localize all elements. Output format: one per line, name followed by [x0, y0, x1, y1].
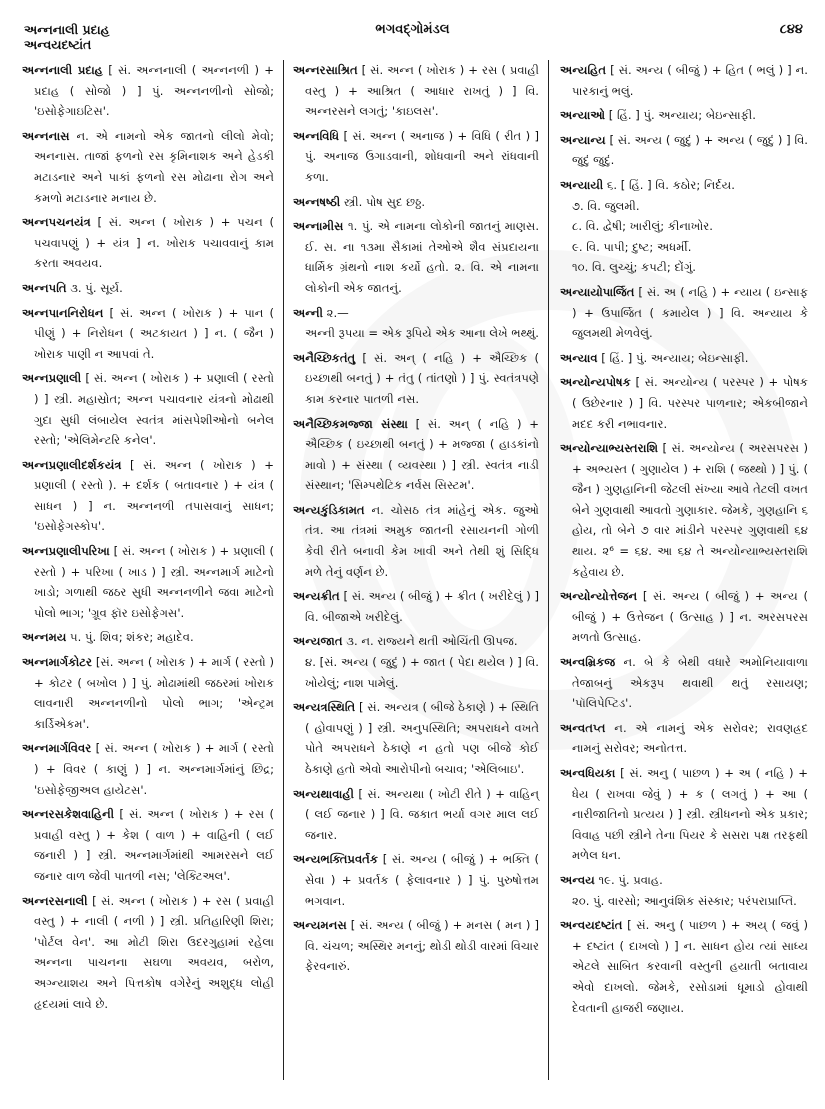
- headword: અન્યહિત: [560, 63, 607, 77]
- headword: અન્નપાનનિરોધન: [22, 305, 104, 320]
- dictionary-entry: [560, 348, 808, 369]
- headword: અન્નમાર્ગવિવર: [22, 741, 92, 756]
- definition: ૧૦. વિ. લુચ્ચું; કપટી; દોંગું.: [572, 260, 696, 275]
- definition: [ હિં. ] પું. અન્યાય; બેઇન્સાફી.: [605, 108, 756, 123]
- headword: અન્નપ્રણાલી: [22, 371, 82, 386]
- headword: અન્યકુંડિકામત: [293, 502, 365, 517]
- headword: અન્યાન્ય: [560, 132, 606, 147]
- dictionary-entry: [560, 891, 808, 912]
- first-guide-word: અન્નનાલી પ્રદાહ: [24, 22, 110, 37]
- definition: [ સં. અન્ન ( ખોરાક ) + પ્રણાલી ( રસ્તો ) + પરિખા ( ખાડ ) ] સ્ત્રી. અન્નમાર્ગ માટેનો ખાડો; ગળાથી જઠર સુધી અન્નનળીને જવા માટેનો પોલો ભાગ; 'ગ્રૂવ ફૉર ઇસોફેગસ'.: [34, 544, 274, 620]
- definition: ૨.—: [323, 305, 349, 320]
- definition: [ સં. અન્ન ( ખોરાક ) + પાન ( પીણું ) + નિરોધન ( અટકાયત ) ] ન. ( જૈન ) ખોરાક પાણી ન આપવાં તે.: [34, 305, 274, 361]
- dictionary-entry: [293, 414, 539, 496]
- dictionary-entry: [22, 455, 274, 537]
- headword: અન્નમય: [22, 630, 67, 645]
- dictionary-title: ભગવદ્ગોમંડલ: [375, 22, 450, 37]
- headword: અન્નષષ્ઠી: [293, 194, 341, 209]
- dictionary-entry: [293, 303, 539, 324]
- headword: અન્નવિધિ: [293, 128, 340, 143]
- definition: ૧. પું. એ નામના લોકોની જાતનું માણસ. ઈ. સ. ના ૧૩મા સૈકામાં તેઓએ શૈવ સંપ્રદાયના ધાર્મિક ગ્રંથનો નાશ કર્યો હતો. ૨. વિ. એ નામના લોકોની એક જાતનું.: [305, 219, 539, 295]
- headword: અન્નામીસ: [293, 219, 344, 234]
- definition: [ સં. અ ( નહિ ) + ન્યાય ( ઇન્સાફ ) + ઉપાર્જિત ( કમાયેલ ) ] વિ. અન્યાય કે જુલમથી મેળવેલું.: [572, 284, 808, 341]
- definition: [ સં. અન્ન ( ખોરાક ) + માર્ગ ( રસ્તો ) + વિવર ( કાણું ) ] ન. અન્નમાર્ગમાંનું છિદ્ર; 'ઇસોફેજીઅલ હાયેટસ'.: [34, 741, 274, 797]
- dictionary-entry: [22, 891, 274, 1015]
- dictionary-entry: [293, 631, 539, 652]
- dictionary-entry: [293, 586, 539, 627]
- definition: [ સં. અન્ન ( ખોરાક ) + પ્રણાલી ( રસ્તો ) ] સ્ત્રી. મહાસ્રોત; અન્ન પચાવનાર યંત્રનો મોઢાથી ગુદા સુધી લંબાયેલ સ્વતંત્ર માંસપેશીઓનો બનેલ રસ્તો; 'એલિમેન્ટરિ કનેલ'.: [34, 371, 274, 448]
- definition: [સં. અન્ન ( ખોરાક ) + માર્ગ ( રસ્તો ) + કોટર ( બખોલ ) ] પું. મોઢામાંથી જઠરમાં ખોરાક લાવનારી અન્નનળીનો પોલો ભાગ; 'એન્ટ્રમ કાર્ડિએકમ'.: [34, 655, 274, 731]
- headword: અન્નરસકેશવાહિની: [22, 807, 115, 822]
- page-number: ૮૪૪: [779, 22, 803, 37]
- definition: [ સં. અન્ન ( ખોરાક ) + પ્રણાલી ( રસ્તો ). + દર્શક ( બતાવનાર ) + યંત્ર ( સાધન ) ] ન. અન્નનળી તપાસવાનું સાધન; 'ઇસોફેગસ્કોપ'.: [34, 457, 274, 534]
- headword: અન્યાયી: [560, 177, 604, 192]
- definition: [ સં. અન્ય ( બીજું ) + અન્ય ( બીજું ) + ઉત્તેજન ( ઉત્સાહ ) ] ન. અરસપરસ મળતો ઉત્સાહ.: [572, 589, 808, 645]
- dictionary-entry: [293, 500, 539, 582]
- definition: [ હિં. ] પું. અન્યાય; બેઇન્સાફી.: [597, 350, 749, 365]
- dictionary-entry: [560, 105, 808, 126]
- definition: [ સં. અન્નનાલી ( અન્નનળી ) + પ્રદાહ ( સોજો ) ] પું. અન્નનળીનો સોજો; 'ઇસોફેગાઇટિસ'.: [34, 63, 274, 119]
- column-divider: [548, 60, 549, 1080]
- dictionary-entry: [293, 60, 539, 122]
- definition: ૮. વિ. દ્વેષી; ખારીલું; કીનાખોર.: [572, 219, 713, 234]
- definition: ૭. વિ. જુલમી.: [572, 198, 640, 213]
- dictionary-entry: [22, 738, 274, 800]
- column-divider: [283, 60, 284, 1080]
- definition: ૨૦. પું. વારસો; આનુવંશિક સંસ્કાર; પરંપરાપ્રાપ્તિ.: [572, 893, 797, 908]
- column-3: [560, 60, 808, 1022]
- dictionary-entry: [560, 763, 808, 866]
- headword: અન્નરસાશ્રિત: [293, 63, 358, 77]
- definition: [ સં. અન્ ( નહિ ) + ઐચ્છિક ( ઇચ્છાથી બનતું ) + તંતુ ( તાંતણો ) ] પું. સ્વતંત્રપણે કામ કરનાર પાતળી નસ.: [305, 350, 539, 406]
- dictionary-entry: [293, 915, 539, 977]
- dictionary-entry: [22, 541, 274, 623]
- dictionary-entry: [293, 697, 539, 779]
- dictionary-entry: [560, 60, 808, 101]
- dictionary-entry: [560, 216, 808, 237]
- dictionary-entry: [560, 282, 808, 344]
- headword: અન્વતપ્ત: [560, 720, 606, 735]
- dictionary-entry: [560, 652, 808, 714]
- headword: અન્નનાલી પ્રદાહ: [22, 63, 103, 77]
- definition: અન્ની રૂપયા = એક રૂપિયે એક આના લેખે ભથ્થું.: [305, 326, 539, 341]
- definition: ૬. [ હિં. ] વિ. કઠોર; નિર્દય.: [603, 177, 735, 192]
- dictionary-entry: [293, 348, 539, 410]
- dictionary-entry: [560, 237, 808, 258]
- headword: અન્યમનસ: [293, 918, 347, 933]
- dictionary-entry: [560, 372, 808, 434]
- definition: ન. એ નામનો એક જાતનો લીલો મેવો; અનનાસ. તાજાં ફળનો રસ કૃમિનાશક અને હેડકી મટાડનાર અને પાકાં ફળનો રસ મોઢાના રોગ અને કમળો મટાડનાર મનાય છે.: [34, 128, 274, 205]
- dictionary-entry: [293, 216, 539, 298]
- definition: ન. બે કે બેથી વધારે અમોનિયાવાળા તેજાબનું એકરૂપ થવાથી થતું રસાયણ; 'પૉલિપેપ્ટિડ'.: [572, 655, 808, 711]
- dictionary-entry: [560, 196, 808, 217]
- dictionary-entry: [293, 652, 539, 693]
- headword: અન્નપ્રણાલીદર્શકયંત્ર: [22, 457, 122, 472]
- definition: ૩. પું. સૂર્ય.: [66, 280, 123, 295]
- definition: [ સં. અન્ન ( ખોરાક ) + પચન ( પચવાપણું ) + યંત્ર ] ન. ખોરાક પચાવવાનું કામ કરતા અવયવ.: [34, 215, 274, 271]
- dictionary-entry: [293, 192, 539, 213]
- headword: અન્નનાસ: [22, 128, 70, 143]
- dictionary-entry: [22, 627, 274, 648]
- headword: અન્વય: [560, 872, 595, 887]
- headword: અન્યાઓ: [560, 108, 606, 123]
- definition: ન. એ નામનું એક સરોવર; રાવણહ્રદ નામનું સરોવર; અનોતત્ત.: [572, 720, 808, 756]
- definition: ૯. વિ. પાપી; દુષ્ટ; અધર્મી.: [572, 239, 692, 254]
- definition: [ સં. અન્યત્ર ( બીજે ઠેકાણે ) + સ્થિતિ ( હોવાપણું ) ] સ્ત્રી. અનુપસ્થિતિ; અપરાધને વખતે પોતે અપરાધને ઠેકાણે ન હતો પણ બીજે કોઈ ઠેકાણે હતો એવો આરોપીનો બચાવ; 'એલિબાઇ'.: [305, 700, 539, 776]
- headword: અન્યોન્યાભ્યસ્તરાશિ: [560, 441, 659, 456]
- dictionary-entry: [560, 175, 808, 196]
- dictionary-entry: [22, 278, 274, 299]
- dictionary-entry: [293, 323, 539, 344]
- definition: [ સં. અન્ ( નહિ ) + ઐચ્છિક ( ઇચ્છાથી બનતું ) + મજ્જા ( હાડકાંનો માવો ) + સંસ્થા ( વ્યવસ્થા ) ] સ્ત્રી. સ્વતંત્ર નાડી સંસ્થાન; 'સિમ્પથેટિક નર્વસ સિસ્ટમ'.: [305, 416, 539, 493]
- dictionary-entry: [22, 303, 274, 365]
- headword: અન્વધિયકા: [560, 766, 616, 780]
- headword: અનૈચ્છિકતંતુ: [293, 350, 356, 365]
- dictionary-entry: [560, 257, 808, 278]
- definition: ન. ચોસઠ તંત્ર માંહેનું એક. જુઓ તંત્ર. આ તંત્રમાં અમુક જાતની રસાયનની ગોળી કેવી રીતે બનાવી કેમ ખાવી અને તેથી શું સિદ્ધિ મળે તેનું વર્ણન છે.: [305, 502, 539, 579]
- headword: અન્યાયોપાર્જિત: [560, 284, 635, 299]
- definition: [ સં. અન્ય ( બીજું ) + હિત ( ભલું ) ] ન. પારકાનું ભલું.: [572, 63, 808, 98]
- last-guide-word: અન્વયદષ્ટાંત: [24, 37, 92, 52]
- definition: [ સં. અનુ ( પાછળ ) + અ ( નહિ ) + ધેય ( રાખવા જેવું ) + ક ( લગતું ) + આ ( નારીજાતિનો પ્રત્યય ) ] સ્ત્રી. સ્ત્રીધનનો એક પ્રકાર; વિવાહ પછી સ્ત્રીને તેના પિયર કે સસરા પક્ષ તરફથી મળેલ ધન.: [572, 766, 808, 863]
- definition: [ સં. અન્ન ( અનાજ ) + વિધિ ( રીત ) ] પું. અનાજ ઉગાડવાની, શોધવાની અને રાંધવાની કળા.: [305, 128, 539, 184]
- headword: અન્યાવ: [560, 350, 598, 365]
- definition: [ સં. અન્યોન્ય ( પરસ્પર ) + પોષક ( ઉછેરનાર ) ] વિ. પરસ્પર પાળનાર; એકબીજાને મદદ કરી નભાવનાર.: [572, 375, 808, 431]
- dictionary-entry: [560, 438, 808, 582]
- page-header: [0, 16, 825, 56]
- headword: અન્વમ્રિકજ: [560, 655, 616, 670]
- headword: અન્વયદષ્ટાંત: [560, 918, 623, 933]
- definition: [ સં. અન્યોન્ય ( અરસપરસ ) + અભ્યસ્ત ( ગુણાયેલ ) + રાશિ ( જથ્થો ) ] પું. ( જૈન ) ગુણહાનિની જેટલી સંખ્યા આવે તેટલી વખત બેને ગુણવાથી આવતો ગુણાકાર. જેમકે, ગુણહાનિ ૬ હોય, તો બેને ૭ વાર માંડીને પરસ્પર ગુણવાથી ૬૪ થાય. ૨⁶ = ૬૪. આ ૬૪ તે અન્યોન્યાભ્યસ્તરાશિ કહેવાય છે.: [572, 441, 808, 579]
- headword: અન્યથાવાહી: [293, 786, 354, 801]
- headword: અનૈચ્છિકમજ્જા સંસ્થા: [293, 416, 408, 431]
- dictionary-entry: [22, 368, 274, 450]
- dictionary-entry: [560, 718, 808, 759]
- headword: અન્નરસનાલી: [22, 893, 88, 908]
- definition: [ સં. અન્ય ( બીજું ) + ભક્તિ ( સેવા ) + પ્રવર્તક ( ફેલાવનાર ) ] પું. પુરુષોત્તમ ભગવાન.: [305, 852, 539, 908]
- column-1: [22, 60, 274, 1018]
- dictionary-entry: [560, 130, 808, 171]
- headword: અન્નપ્રણાલીપરિખા: [22, 544, 110, 559]
- dictionary-entry: [22, 804, 274, 886]
- dictionary-entry: [293, 126, 539, 188]
- dictionary-entry: [22, 126, 274, 208]
- headword: અન્નમાર્ગકોટર: [22, 655, 92, 670]
- headword: અન્યત્રસ્થિતિ: [293, 700, 356, 715]
- definition: [ સં. અન્ન ( ખોરાક ) + રસ ( પ્રવાહી વસ્તુ ) + આશ્રિત ( આધાર રાખતું ) ] વિ. અન્નરસને લગતું; 'કાઇલસ'.: [305, 63, 539, 119]
- definition: ૪. [સં. અન્ય ( જુદું ) + જાત ( પેદા થયેલ ) ] વિ. ખોયેલું; નાશ પામેલું.: [305, 655, 539, 690]
- dictionary-entry: [560, 915, 808, 1018]
- definition: [ સં. અન્ન ( ખોરાક ) + રસ ( પ્રવાહી વસ્તુ ) + કેશ ( વાળ ) + વાહિની ( લઈ જનારી ) ] સ્ત્રી. અન્નમાર્ગમાંથી આમરસને લઈ જનાર વાળ જેવી પાતળી નસ; 'લેક્ટિઅલ'.: [34, 807, 274, 883]
- definition: ૧૯. પું. પ્રવાહ.: [594, 872, 663, 887]
- headword: અન્યજાત: [293, 634, 343, 649]
- headword: અન્નપતિ: [22, 280, 67, 295]
- definition: ૫. પું. શિવ; શંકર; મહાદેવ.: [66, 630, 194, 645]
- dictionary-entry: [293, 784, 539, 846]
- headword: અન્ની: [293, 305, 323, 320]
- dictionary-entry: [560, 870, 808, 891]
- headword: અન્યભક્તિપ્રવર્તક: [293, 852, 379, 867]
- definition: [ સં. અન્ન ( ખોરાક ) + રસ ( પ્રવાહી વસ્તુ ) + નાલી ( નળી ) ] સ્ત્રી. પ્રતિહારિણી શિરા; 'પોર્ટલ વેન'. આ મોટી શિરા ઉદરગુહામાં રહેલા અન્નના પાચનના સઘળા અવયવ, બરોળ, અગ્ન્યાશય અને પિત્તકોષ વગેરેનું અશુદ્ધ લોહી હૃદયમાં લાવે છે.: [34, 893, 274, 1011]
- dictionary-entry: [22, 652, 274, 734]
- definition: સ્ત્રી. પોષ સુદ છઠ્ઠ.: [340, 194, 426, 209]
- definition: ૩. ન. રાજ્યને થતી ઓચિંતી ઊપજ.: [342, 634, 518, 649]
- dictionary-entry: [22, 60, 274, 122]
- headword: અન્યોન્યોત્તેજન: [560, 589, 638, 604]
- definition: [ સં. અન્ય ( જુદું ) + અન્ય ( જુદું ) ] વિ. જુદું જુદું.: [572, 132, 808, 168]
- definition: [ સં. અનુ ( પાછળ ) + અય્ ( જવું ) + દષ્ટાંત ( દાખલો ) ] ન. સાધન હોય ત્યાં સાધ્ય એટલે સાબિત કરવાની વસ્તુની હયાતી બતાવાય એવો દાખલો. જેમકે, રસોડામાં ધૂમાડો હોવાથી દેવતાની હાજરી જણાય.: [572, 918, 808, 1015]
- headword: અન્નપચનયંત્ર: [22, 215, 91, 230]
- definition: [ સં. અન્ય ( બીજું ) + ક્રીત ( ખરીદેલું ) ] વિ. બીજાએ ખરીદેલું.: [305, 589, 539, 624]
- definition: [ સં. અન્ય ( બીજું ) + મનસ ( મન ) ] વિ. ચંચળ; અસ્થિર મનનું; થોડી થોડી વારમાં વિચાર ફેરવનારું.: [305, 918, 539, 974]
- dictionary-entry: [560, 586, 808, 648]
- dictionary-entry: [22, 212, 274, 274]
- column-2: [293, 60, 539, 981]
- headword: અન્યક્રીત: [293, 589, 340, 604]
- dictionary-entry: [293, 849, 539, 911]
- headword: અન્યોન્યપોષક: [560, 375, 631, 390]
- definition: [ સં. અન્યથા ( ખોટી રીતે ) + વાહિન્ ( લઈ જનાર ) ] વિ. જકાત ભર્યા વગર માલ લઈ જનાર.: [305, 786, 539, 842]
